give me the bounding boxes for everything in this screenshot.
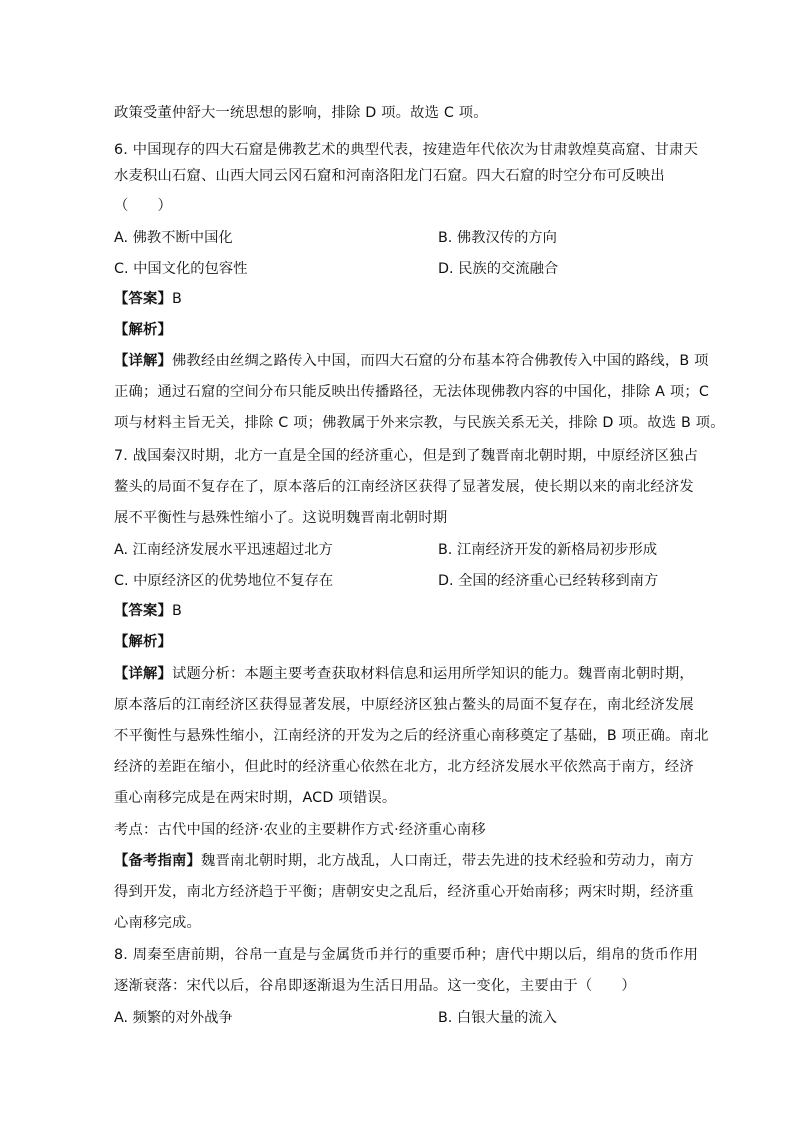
question-8-stem-line-1: 8. 周秦至唐前期，谷帛一直是与金属货币并行的重要币种；唐代中期以后，绢帛的货币作用	[114, 947, 699, 963]
q7-guide-line-2: 得到开发，南北方经济趋于平衡；唐朝安史之乱后，经济重心开始南移；两宋时期，经济重	[114, 884, 694, 900]
q7-option-c: C. 中原经济区的优势地位不复存在	[114, 573, 334, 589]
question-7-stem-line-3: 展不平衡性与悬殊性缩小了。这说明魏晋南北朝时期	[114, 510, 448, 526]
q7-guide-line-1: 【备考指南】魏晋南北朝时期，北方战乱，人口南迁，带去先进的技术经验和劳动力，南方	[114, 853, 694, 869]
q6-option-d: D. 民族的交流融合	[438, 261, 559, 277]
question-8-stem-line-2: 逐渐衰落：宋代以后，谷帛即逐渐退为生活日用品。这一变化，主要由于（ ）	[114, 978, 636, 994]
answer-value: B	[172, 291, 183, 307]
q6-option-a: A. 佛教不断中国化	[114, 230, 233, 246]
q7-analysis-tag: 【解析】	[114, 634, 172, 650]
q7-option-b: B. 江南经济开发的新格局初步形成	[438, 542, 658, 558]
q7-detail-line-1: 【详解】试题分析：本题主要考查获取材料信息和运用所学知识的能力。魏晋南北朝时期，	[114, 666, 694, 682]
answer-tag: 【答案】	[114, 603, 172, 619]
q7-detail-line-2: 原本落后的江南经济区获得显著发展，中原经济区独占鳌头的局面不复存在，南北经济发展	[114, 697, 694, 713]
q7-kaodian: 考点：古代中国的经济·农业的主要耕作方式·经济重心南移	[114, 822, 486, 838]
q7-option-d: D. 全国的经济重心已经转移到南方	[438, 573, 659, 589]
answer-tag: 【答案】	[114, 291, 172, 307]
q6-option-c: C. 中国文化的包容性	[114, 261, 248, 277]
q7-detail-line-4: 经济的差距在缩小，但此时的经济重心依然在北方，北方经济发展水平依然高于南方，经济	[114, 759, 694, 775]
q6-detail-line-1: 【详解】佛教经由丝绸之路传入中国，而四大石窟的分布基本符合佛教传入中国的路线，B 项	[114, 353, 709, 369]
q6-option-b: B. 佛教汉传的方向	[438, 230, 557, 246]
q7-answer	[114, 601, 182, 621]
q8-option-b: B. 白银大量的流入	[438, 1010, 557, 1026]
q8-option-a: A. 频繁的对外战争	[114, 1010, 233, 1026]
q7-detail-line-3: 不平衡性与悬殊性缩小，江南经济的开发为之后的经济重心南移奠定了基础，B 项正确。南北	[114, 728, 709, 744]
question-6-stem-line-1: 6. 中国现存的四大石窟是佛教艺术的典型代表，按建造年代依次为甘肃敦煌莫高窟、甘肃天	[114, 142, 699, 158]
q6-answer	[114, 289, 182, 309]
text-line: 政策受董仲舒大一统思想的影响，排除 D 项。故选 C 项。	[114, 105, 488, 121]
q6-detail-line-2: 正确；通过石窟的空间分布只能反映出传播路径，无法体现佛教内容的中国化，排除 A 项；C	[114, 384, 710, 400]
question-7-stem-line-1: 7. 战国秦汉时期，北方一直是全国的经济重心，但是到了魏晋南北朝时期，中原经济区独占	[114, 448, 699, 464]
q6-analysis-tag: 【解析】	[114, 322, 172, 338]
answer-value: B	[172, 603, 183, 619]
question-6-blank: （ ）	[114, 198, 172, 214]
q7-option-a: A. 江南经济发展水平迅速超过北方	[114, 542, 333, 558]
question-7-stem-line-2: 鳌头的局面不复存在了，原本落后的江南经济区获得了显著发展，使长期以来的南北经济发	[114, 479, 694, 495]
question-6-stem-line-2: 水麦积山石窟、山西大同云冈石窟和河南洛阳龙门石窟。四大石窟的时空分布可反映出	[114, 168, 665, 184]
q7-detail-line-5: 重心南移完成是在两宋时期，ACD 项错误。	[114, 790, 397, 806]
q7-guide-line-3: 心南移完成。	[114, 915, 201, 931]
q6-detail-line-3: 项与材料主旨无关，排除 C 项；佛教属于外来宗教，与民族关系无关，排除 D 项。故选 B 项。	[114, 415, 725, 431]
